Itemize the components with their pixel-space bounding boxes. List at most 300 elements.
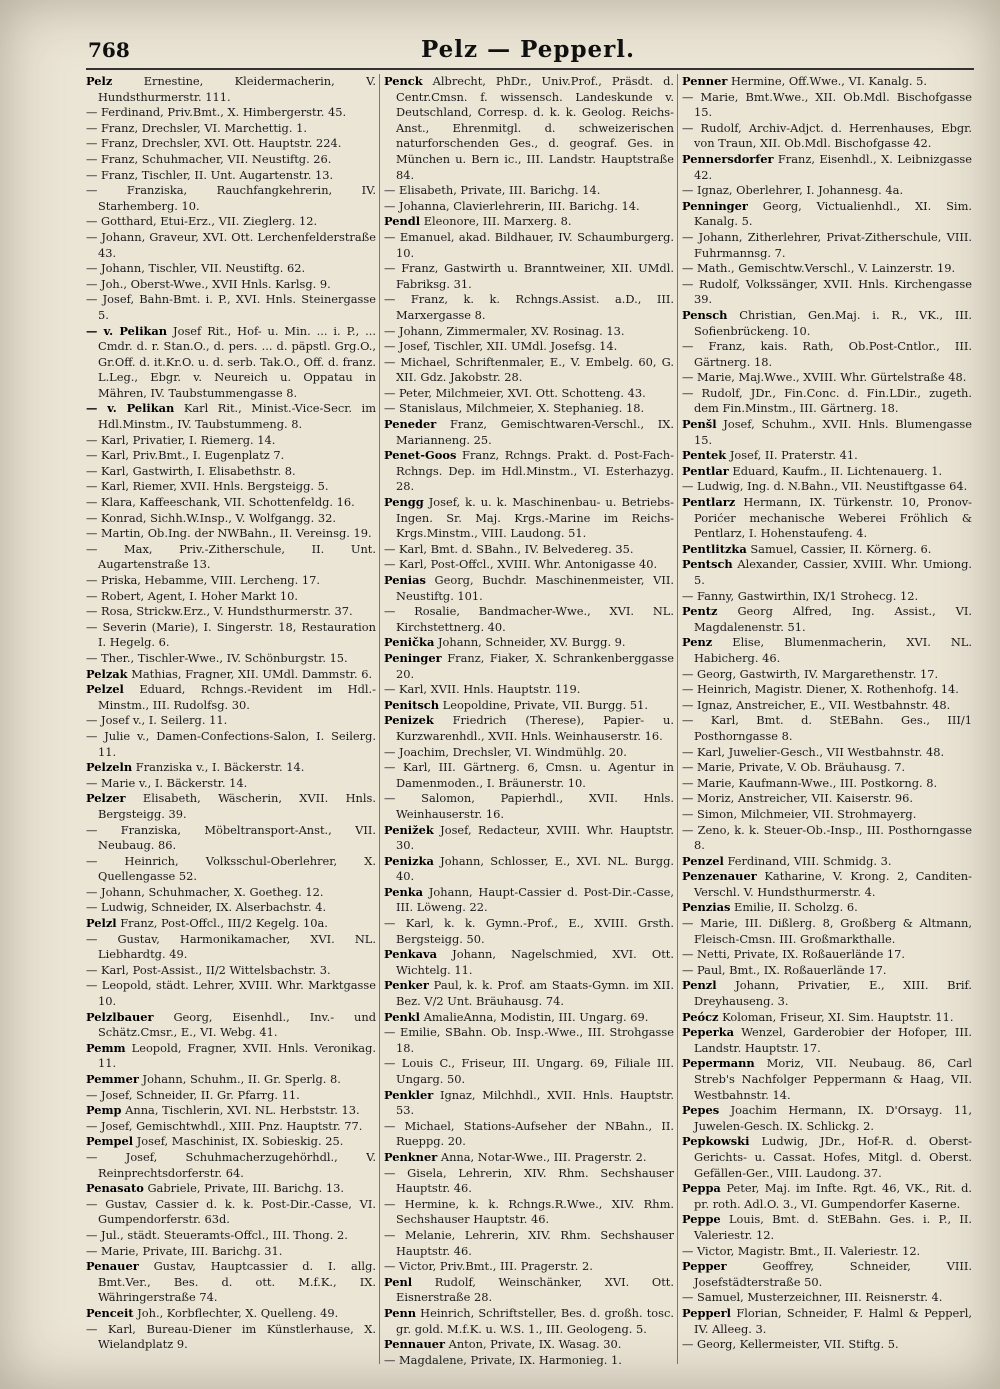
entry-text: Karl Rit., Minist.-Vice-Secr. im Hdl.Minstm., IV. Taubstummeng. 8. xyxy=(98,401,376,432)
entry-text: — Peter, Milchmeier, XVI. Ott. Schotteng. 43. xyxy=(384,385,646,400)
entry-surname: Peppa xyxy=(682,1181,721,1196)
directory-entry xyxy=(682,1290,972,1306)
entry-text: Friedrich (Therese), Papier- u. Kurzwarenhdl., XVII. Hnls. Weinhauserstr. 16. xyxy=(396,713,674,743)
directory-entry xyxy=(682,963,972,979)
entry-text: Moriz, VII. Neubaug. 86, Carl Streb's Nachfolger Peppermann & Haag, VII. Westbahnstr. 14. xyxy=(694,1056,972,1102)
directory-entry xyxy=(86,1041,376,1072)
directory-entry xyxy=(682,900,972,916)
directory-entry xyxy=(86,1259,376,1306)
directory-entry xyxy=(86,74,376,105)
directory-entry xyxy=(384,1056,674,1087)
entry-surname: Pelzl xyxy=(86,916,117,931)
entry-text: — Michael, Schriftenmaler, E., V. Embelg. 60, G. XII. Gdz. Jakobstr. 28. xyxy=(384,354,674,385)
entry-text: — Karl, Riemer, XVII. Hnls. Bergsteigg. 5. xyxy=(86,479,329,494)
entry-text: — Gotthard, Etui-Erz., VII. Zieglerg. 12. xyxy=(86,214,318,229)
entry-text: Anna, Tischlerin, XVI. NL. Herbststr. 13. xyxy=(125,1103,360,1118)
directory-entry xyxy=(384,573,674,604)
entry-surname: Pennersdorfer xyxy=(682,151,774,166)
entry-text: Josef, k. u. k. Maschinenbau- u. Betriebs-Ingen. Sr. Maj. Krgs.-Marine im Reichs-Krgs.Minstm., VIII. Laudong. 51. xyxy=(396,495,674,541)
directory-entry xyxy=(86,526,376,542)
entry-surname: Pepper xyxy=(682,1259,727,1274)
entry-text: — Joachim, Drechsler, VI. Windmühlg. 20. xyxy=(384,744,627,759)
entry-text: — Zeno, k. k. Steuer-Ob.-Insp., III. Posthorngasse 8. xyxy=(682,822,972,853)
directory-entry xyxy=(86,183,376,214)
entry-text: — Josef v., I. Seilerg. 11. xyxy=(86,713,228,728)
directory-entry xyxy=(86,776,376,792)
directory-entry xyxy=(682,277,972,308)
directory-entry xyxy=(682,947,972,963)
entry-surname: Penninger xyxy=(682,198,748,213)
entry-text: Georg Alfred, Ing. Assist., VI. Magdalenenstr. 51. xyxy=(694,604,972,634)
entry-text: AmalieAnna, Modistin, III. Ungarg. 69. xyxy=(423,1009,649,1024)
entry-text: Florian, Schneider, F. Halml & Pepperl, IV. Alleeg. 3. xyxy=(694,1305,972,1336)
directory-entry xyxy=(682,495,972,542)
entry-text: Franz, Gemischtwaren-Verschl., IX. Marianneng. 25. xyxy=(396,417,674,447)
entry-surname: Pemmer xyxy=(86,1072,139,1086)
directory-entry xyxy=(86,1197,376,1228)
directory-entry xyxy=(86,823,376,854)
directory-entry xyxy=(384,635,674,651)
directory-entry xyxy=(682,1244,972,1260)
directory-entry xyxy=(86,1322,376,1353)
directory-entry xyxy=(86,1088,376,1104)
entry-text: Georg, Buchdr. Maschinenmeister, VII. Neustiftg. 101. xyxy=(396,573,674,603)
entry-text: — Ther., Tischler-Wwe., IV. Schönburgstr. 15. xyxy=(86,650,348,665)
entry-text: — Karl, Post-Assist., II/2 Wittelsbachstr. 3. xyxy=(86,962,331,977)
entry-text: — Franz, k. k. Rchngs.Assist. a.D., III. Marxergasse 8. xyxy=(384,292,674,322)
entry-surname: Penker xyxy=(384,978,429,993)
entry-surname: Pentlar xyxy=(682,463,729,478)
directory-entry xyxy=(86,1072,376,1088)
entry-text: Wenzel, Garderobier der Hofoper, III. Landstr. Hauptstr. 17. xyxy=(694,1025,972,1055)
entry-surname: Penasato xyxy=(86,1181,144,1196)
directory-entry xyxy=(86,168,376,184)
entry-surname: Pendl xyxy=(384,214,421,229)
entry-text: Josef, II. Praterstr. 41. xyxy=(729,448,858,463)
entry-text: — Josef, Schneider, II. Gr. Pfarrg. 11. xyxy=(86,1087,300,1102)
entry-text: Eduard, Kaufm., II. Lichtenauerg. 1. xyxy=(732,463,943,478)
entry-surname: Pelz xyxy=(86,74,113,88)
entry-text: Johann, Nagelschmied, XVI. Ott. Wichtelg. 11. xyxy=(396,947,674,977)
entry-surname: Pemp xyxy=(86,1103,122,1118)
directory-entry xyxy=(384,698,674,714)
directory-entry xyxy=(86,152,376,168)
directory-entry xyxy=(384,448,674,495)
directory-entry xyxy=(384,916,674,947)
entry-text: — Emanuel, akad. Bildhauer, IV. Schaumburgerg. 10. xyxy=(384,229,674,260)
entry-text: — Leopold, städt. Lehrer, XVIII. Whr. Marktgasse 10. xyxy=(86,978,376,1009)
directory-entry xyxy=(86,121,376,137)
entry-surname: Pepkowski xyxy=(682,1134,750,1149)
directory-entry xyxy=(682,713,972,744)
entry-text: — Rudolf, Volkssänger, XVII. Hnls. Kirchengasse 39. xyxy=(682,276,972,307)
entry-text: — Karl, Juwelier-Gesch., VII Westbahnstr. 48. xyxy=(682,744,945,759)
entry-text: — Franz, Schuhmacher, VII. Neustiftg. 26. xyxy=(86,151,332,166)
entry-text: Gabriele, Private, III. Barichg. 13. xyxy=(147,1181,344,1196)
directory-entry xyxy=(384,495,674,542)
entry-text: — Marie, III. Dißlerg. 8, Großberg & Altmann, Fleisch-Cmsn. III. Großmarkthalle. xyxy=(682,916,972,946)
entry-text: — Karl, Priv.Bmt., I. Eugenplatz 7. xyxy=(86,448,285,463)
entry-text: Ernestine, Kleidermacherin, V. Hundsthurmerstr. 111. xyxy=(98,74,376,104)
directory-entry xyxy=(86,261,376,277)
entry-surname: Pempel xyxy=(86,1134,134,1149)
entry-text: — Karl, Bmt. d. StEBahn. Ges., III/1 Posthorngasse 8. xyxy=(682,713,972,743)
entry-text: — Michael, Stations-Aufseher der NBahn., II. Rueppg. 20. xyxy=(384,1118,674,1149)
directory-entry xyxy=(682,1025,972,1056)
directory-entry xyxy=(384,604,674,635)
directory-entry xyxy=(384,557,674,573)
directory-entry xyxy=(682,916,972,947)
entry-surname: Pelzel xyxy=(86,682,124,697)
entry-text: — Martin, Ob.Ing. der NWBahn., II. Vereinsg. 19. xyxy=(86,526,372,541)
directory-entry xyxy=(682,698,972,714)
entry-text: Anna, Notar-Wwe., III. Pragerstr. 2. xyxy=(440,1149,647,1164)
entry-text: Ignaz, Milchhdl., XVII. Hnls. Hauptstr. 53. xyxy=(396,1087,674,1118)
entry-surname: Penzenauer xyxy=(682,869,757,884)
directory-entry xyxy=(384,417,674,448)
entry-surname: Pepperl xyxy=(682,1305,732,1320)
running-head: Pelz — Pepperl. xyxy=(420,36,636,63)
entry-surname: Penzel xyxy=(682,853,724,868)
entry-text: Elise, Blumenmacherin, XVI. NL. Habicherg. 46. xyxy=(694,635,972,665)
entry-text: Josef, Maschinist, IX. Sobieskig. 25. xyxy=(136,1134,344,1149)
entry-text: Georg, Victualienhdl., XI. Sim. Kanalg. 5. xyxy=(694,198,972,229)
entry-text: Franz, Post-Offcl., III/2 Kegelg. 10a. xyxy=(120,916,328,931)
directory-entry xyxy=(384,542,674,558)
entry-surname: Penička xyxy=(384,635,435,650)
directory-entry xyxy=(86,713,376,729)
entry-text: — Robert, Agent, I. Hoher Markt 10. xyxy=(86,588,298,603)
directory-entry xyxy=(682,1306,972,1337)
directory-entry xyxy=(384,1259,674,1275)
directory-entry xyxy=(682,791,972,807)
directory-entry xyxy=(86,682,376,713)
directory-entry xyxy=(384,1025,674,1056)
directory-entry xyxy=(384,947,674,978)
entry-text: Gustav, Hauptcassier d. I. allg. Bmt.Ver., Bes. d. ott. M.f.K., IX. Währingerstraße 74. xyxy=(98,1259,376,1305)
entry-surname: Peneder xyxy=(384,417,437,432)
directory-entry xyxy=(86,900,376,916)
entry-text: — Melanie, Lehrerin, XIV. Rhm. Sechshauser Hauptstr. 46. xyxy=(384,1227,674,1258)
directory-entry xyxy=(384,214,674,230)
entry-surname: Pentlarz xyxy=(682,495,736,510)
entry-text: — Marie, Private, III. Barichg. 31. xyxy=(86,1243,283,1258)
directory-entry xyxy=(86,620,376,651)
column-divider xyxy=(379,74,380,1364)
entry-text: — Franziska, Möbeltransport-Anst., VII. Neubaug. 86. xyxy=(86,822,376,853)
entry-text: — Marie, Maj.Wwe., XVIII. Whr. Gürtelstraße 48. xyxy=(682,370,967,385)
column-middle xyxy=(384,74,674,1374)
entry-text: — Johann, Zitherlehrer, Privat-Zitherschule, VIII. Fuhrmannsg. 7. xyxy=(682,229,972,260)
entry-text: — Josef, Schuhmacherzugehörhdl., V. Reinprechtsdorferstr. 64. xyxy=(86,1149,376,1180)
entry-surname: Peperka xyxy=(682,1025,734,1040)
entry-text: — Julie v., Damen-Confections-Salon, I. Seilerg. 11. xyxy=(86,728,376,759)
directory-entry xyxy=(682,417,972,448)
directory-entry xyxy=(384,1197,674,1228)
entry-text: — Max, Priv.-Zitherschule, II. Unt. Augartenstraße 13. xyxy=(86,541,376,572)
entry-text: Koloman, Friseur, XI. Sim. Hauptstr. 11. xyxy=(722,1009,954,1024)
entry-text: Christian, Gen.Maj. i. R., VK., III. Sofienbrückeng. 10. xyxy=(694,307,972,338)
entry-text: Johann, Privatier, E., XIII. Brif. Dreyhauseng. 3. xyxy=(694,978,972,1009)
entry-text: — Johanna, Clavierlehrerin, III. Barichg. 14. xyxy=(384,198,640,213)
directory-entry xyxy=(86,1134,376,1150)
entry-text: Johann, Schlosser, E., XVI. NL. Burgg. 40. xyxy=(396,853,674,884)
directory-entry xyxy=(384,1119,674,1150)
directory-entry xyxy=(86,604,376,620)
entry-text: — Ferdinand, Priv.Bmt., X. Himbergerstr. 45. xyxy=(86,105,347,120)
directory-entry xyxy=(384,1353,674,1369)
directory-entry xyxy=(682,682,972,698)
entry-text: — Marie, Bmt.Wwe., XII. Ob.Mdl. Bischofgasse 15. xyxy=(682,89,972,120)
entry-text: Peter, Maj. im Infte. Rgt. 46, VK., Rit. d. pr. roth. Adl.O. 3., VI. Gumpendorfer Kaserne. xyxy=(694,1181,972,1211)
directory-entry xyxy=(384,1337,674,1353)
entry-text: — Josef, Bahn-Bmt. i. P., XVI. Hnls. Steinergasse 5. xyxy=(86,292,376,322)
directory-entry xyxy=(682,386,972,417)
directory-entry xyxy=(682,308,972,339)
entry-text: — Franz, Gastwirth u. Branntweiner, XII. UMdl. Fabriksg. 31. xyxy=(384,261,674,291)
directory-entry xyxy=(384,1166,674,1197)
entry-surname: Pentlitzka xyxy=(682,541,747,556)
directory-entry xyxy=(384,823,674,854)
directory-entry xyxy=(682,1056,972,1103)
entry-text: — Ludwig, Schneider, IX. Alserbachstr. 4. xyxy=(86,900,327,915)
directory-entry xyxy=(682,542,972,558)
directory-entry xyxy=(86,760,376,776)
directory-entry xyxy=(384,885,674,916)
directory-entry xyxy=(384,401,674,417)
entry-surname: Pennauer xyxy=(384,1337,445,1352)
entry-surname: Penck xyxy=(384,74,423,88)
entry-text: Hermann, IX. Türkenstr. 10, Pronov-Porićer mechanische Weberei Fröhlich & Pentlarz, I. Hohenstaufeng. 4. xyxy=(694,495,972,541)
entry-text: — Franz, Drechsler, VI. Marchettig. 1. xyxy=(86,120,307,135)
directory-entry xyxy=(682,1103,972,1134)
directory-entry xyxy=(86,448,376,464)
entry-text: — Franz, kais. Rath, Ob.Post-Cntlor., III. Gärtnerg. 18. xyxy=(682,339,972,369)
entry-surname: Pelzer xyxy=(86,791,126,806)
entry-text: Katharine, V. Krong. 2, Canditen-Verschl. V. Hundsthurmerstr. 4. xyxy=(694,869,972,899)
directory-entry xyxy=(384,292,674,323)
directory-entry xyxy=(384,261,674,292)
entry-text: — Ignaz, Anstreicher, E., VII. Westbahnstr. 48. xyxy=(682,697,951,712)
directory-entry xyxy=(86,136,376,152)
directory-entry xyxy=(682,776,972,792)
entry-surname: Pelzeln xyxy=(86,760,133,775)
entry-surname: Penceit xyxy=(86,1305,134,1320)
directory-entry xyxy=(384,74,674,183)
entry-surname: Penizka xyxy=(384,853,434,868)
entry-text: — Karl, Privatier, I. Riemerg. 14. xyxy=(86,432,276,447)
entry-surname: Penkava xyxy=(384,947,438,962)
directory-entry xyxy=(682,370,972,386)
directory-entry xyxy=(682,1134,972,1181)
directory-entry xyxy=(86,479,376,495)
entry-text: Eduard, Rchngs.-Revident im Hdl.-Minstm., III. Rudolfsg. 30. xyxy=(98,682,376,712)
entry-text: Anton, Private, IX. Wasag. 30. xyxy=(448,1337,622,1352)
directory-entry xyxy=(86,277,376,293)
header-rule xyxy=(86,68,974,70)
entry-surname: Peppe xyxy=(682,1212,721,1227)
entry-text: — Marie, Kaufmann-Wwe., III. Postkorng. 8. xyxy=(682,775,938,790)
directory-entry xyxy=(86,1010,376,1041)
entry-surname: Pepes xyxy=(682,1103,720,1118)
directory-entry xyxy=(384,324,674,340)
entry-text: Johann, Schuhm., II. Gr. Sperlg. 8. xyxy=(142,1072,341,1086)
directory-entry xyxy=(384,339,674,355)
directory-entry xyxy=(682,667,972,683)
directory-entry xyxy=(682,90,972,121)
entry-text: — Marie v., I. Bäckerstr. 14. xyxy=(86,775,248,790)
entry-text: Franz, Fiaker, X. Schrankenberggasse 20. xyxy=(396,650,674,681)
directory-entry xyxy=(682,760,972,776)
directory-entry xyxy=(682,745,972,761)
entry-text: Paul, k. k. Prof. am Staats-Gymn. im XII. Bez. V/2 Unt. Bräuhausg. 74. xyxy=(396,978,674,1009)
directory-entry xyxy=(682,823,972,854)
entry-text: — Paul, Bmt., IX. Roßauerlände 17. xyxy=(682,962,887,977)
entry-surname: Pelzlbauer xyxy=(86,1009,154,1024)
entry-surname: Penner xyxy=(682,74,728,88)
entry-surname: Penitsch xyxy=(384,697,440,712)
directory-entry xyxy=(86,1150,376,1181)
directory-entry xyxy=(384,355,674,386)
directory-entry xyxy=(384,1306,674,1337)
directory-entry xyxy=(384,1275,674,1306)
entry-surname: Penkler xyxy=(384,1087,434,1102)
directory-entry xyxy=(86,542,376,573)
directory-entry xyxy=(682,807,972,823)
directory-entry xyxy=(384,1150,674,1166)
entry-text: — Salomon, Papierhdl., XVII. Hnls. Weinhauserstr. 16. xyxy=(384,791,674,821)
directory-entry xyxy=(384,199,674,215)
directory-entry xyxy=(682,199,972,230)
entry-text: Franziska v., I. Bäckerstr. 14. xyxy=(135,760,305,775)
page-header xyxy=(88,38,968,68)
directory-entry xyxy=(682,978,972,1009)
entry-text: — Elisabeth, Private, III. Barichg. 14. xyxy=(384,183,601,198)
entry-text: — Ignaz, Oberlehrer, I. Johannesg. 4a. xyxy=(682,183,904,198)
directory-entry xyxy=(86,963,376,979)
entry-text: — Gustav, Harmonikamacher, XVI. NL. Liebhardtg. 49. xyxy=(86,931,376,962)
directory-entry xyxy=(86,729,376,760)
entry-surname: Pemm xyxy=(86,1040,126,1055)
entry-text: — Johann, Schuhmacher, X. Goetheg. 12. xyxy=(86,884,324,899)
entry-text: Ferdinand, VIII. Schmidg. 3. xyxy=(727,853,892,868)
directory-entry xyxy=(86,1306,376,1322)
entry-text: — Ludwig, Ing. d. N.Bahn., VII. Neustiftgasse 64. xyxy=(682,479,968,494)
directory-entry xyxy=(682,1181,972,1212)
entry-text: Josef Rit., Hof- u. Min. ... i. P., ... Cmdr. d. r. Stan.O., d. pers. ... d. päpstl. Grg.O., Gr.Off. d. it.Kr.O. u. d. serb. Tak.O., Off. d. franz. L.Leg., Ebgr. v. Neureich u. Oppatau in Mähren, IV. Taubstummengasse 8. xyxy=(98,323,376,400)
directory-entry xyxy=(86,1119,376,1135)
column-divider xyxy=(677,74,678,1364)
entry-text: — Karl, Bureau-Diener im Künstlerhause, X. Wielandplatz 9. xyxy=(86,1321,376,1352)
entry-surname: Pentsch xyxy=(682,557,733,572)
entry-text: Georg, Eisenhdl., Inv.- und Schätz.Cmsr., E., VI. Webg. 41. xyxy=(98,1009,376,1040)
entry-surname: Penz xyxy=(682,635,713,650)
entry-text: — Johann, Zimmermaler, XV. Rosinag. 13. xyxy=(384,323,625,338)
directory-entry xyxy=(86,885,376,901)
entry-text: — Louis C., Friseur, III. Ungarg. 69, Filiale III. Ungarg. 50. xyxy=(384,1056,674,1086)
entry-surname: — v. Pelikan xyxy=(86,401,175,416)
entry-text: — Victor, Magistr. Bmt., II. Valeriestr. 12. xyxy=(682,1243,921,1258)
entry-text: — Severin (Marie), I. Singerstr. 18, Restauration I. Hegelg. 6. xyxy=(86,619,376,650)
entry-text: — Heinrich, Magistr. Diener, X. Rothenhofg. 14. xyxy=(682,682,959,697)
directory-entry xyxy=(86,573,376,589)
entry-surname: Pentz xyxy=(682,604,718,619)
entry-surname: Penzl xyxy=(682,978,717,993)
entry-surname: Pensch xyxy=(682,307,728,322)
entry-text: — Emilie, SBahn. Ob. Insp.-Wwe., III. Strohgasse 18. xyxy=(384,1025,674,1055)
columns xyxy=(86,74,976,1374)
entry-text: — Johann, Graveur, XVI. Ott. Lerchenfelderstraße 43. xyxy=(86,229,376,260)
entry-text: Mathias, Fragner, XII. UMdl. Dammstr. 6. xyxy=(131,666,373,681)
entry-surname: Penkl xyxy=(384,1009,421,1024)
directory-entry xyxy=(682,1212,972,1243)
directory-entry xyxy=(384,854,674,885)
entry-text: Leopoldine, Private, VII. Burgg. 51. xyxy=(442,697,648,712)
entry-text: Hermine, Off.Wwe., VI. Kanalg. 5. xyxy=(730,74,927,88)
directory-entry xyxy=(86,854,376,885)
column-left xyxy=(86,74,376,1374)
directory-entry xyxy=(384,682,674,698)
directory-entry xyxy=(682,1337,972,1353)
entry-text: — Gisela, Lehrerin, XIV. Rhm. Sechshauser Hauptstr. 46. xyxy=(384,1165,674,1196)
entry-text: — Josef, Gemischtwhdl., XIII. Pnz. Hauptstr. 77. xyxy=(86,1118,363,1133)
directory-entry xyxy=(682,448,972,464)
entry-surname: Peócz xyxy=(682,1009,719,1024)
directory-entry xyxy=(682,464,972,480)
entry-text: Geoffrey, Schneider, VIII. Josefstädterstraße 50. xyxy=(694,1259,972,1289)
directory-entry xyxy=(682,635,972,666)
entry-text: — Math., Gemischtw.Verschl., V. Lainzerstr. 19. xyxy=(682,261,956,276)
entry-text: — Rosalie, Bandmacher-Wwe., XVI. NL. Kirchstettnerg. 40. xyxy=(384,604,674,634)
column-right xyxy=(682,74,972,1374)
entry-surname: Penka xyxy=(384,884,424,899)
directory-entry xyxy=(682,74,972,90)
entry-text: Johann, Haupt-Cassier d. Post-Dir.-Casse, III. Löweng. 22. xyxy=(396,884,674,915)
entry-text: — Heinrich, Volksschul-Oberlehrer, X. Quellengasse 52. xyxy=(86,853,376,884)
entry-text: — Rudolf, JDr., Fin.Conc. d. Fin.LDir., zugeth. dem Fin.Minstm., III. Gärtnerg. 18. xyxy=(682,385,972,416)
directory-entry xyxy=(86,651,376,667)
directory-entry xyxy=(384,745,674,761)
entry-text: — Rudolf, Archiv-Adjct. d. Herrenhauses, Ebgr. von Traun, XII. Ob.Mdl. Bischofgasse 42. xyxy=(682,120,972,151)
entry-text: — Fanny, Gastwirthin, IX/1 Strohecg. 12. xyxy=(682,588,919,603)
directory-entry xyxy=(384,791,674,822)
entry-surname: Penn xyxy=(384,1305,417,1320)
entry-surname: Pepermann xyxy=(682,1056,755,1071)
directory-entry xyxy=(86,230,376,261)
entry-text: — Stanislaus, Milchmeier, X. Stephanieg. 18. xyxy=(384,401,645,416)
entry-text: — Magdalene, Private, IX. Harmonieg. 1. xyxy=(384,1352,622,1367)
entry-surname: Pentek xyxy=(682,448,727,463)
directory-entry xyxy=(86,292,376,323)
directory-entry xyxy=(86,1228,376,1244)
entry-text: — Franz, Drechsler, XVI. Ott. Hauptstr. 224. xyxy=(86,136,342,151)
directory-entry xyxy=(682,152,972,183)
entry-text: — Karl, III. Gärtnerg. 6, Cmsn. u. Agentur in Damenmoden., I. Bräunerstr. 10. xyxy=(384,760,674,790)
directory-entry xyxy=(86,932,376,963)
entry-text: — Karl, k. k. Gymn.-Prof., E., XVIII. Grsth. Bergsteigg. 50. xyxy=(384,916,674,946)
entry-text: Joachim Hermann, IX. D'Orsayg. 11, Juwelen-Gesch. IX. Schlickg. 2. xyxy=(694,1103,972,1133)
directory-entry xyxy=(682,121,972,152)
directory-entry xyxy=(384,651,674,682)
entry-text: — Hermine, k. k. Rchngs.R.Wwe., XIV. Rhm. Sechshauser Hauptstr. 46. xyxy=(384,1196,674,1227)
entry-text: Emilie, II. Scholzg. 6. xyxy=(734,900,858,915)
directory-entry xyxy=(86,791,376,822)
directory-entry xyxy=(86,401,376,432)
entry-text: — Priska, Hebamme, VIII. Lercheng. 17. xyxy=(86,573,321,587)
entry-text: — Konrad, Sichh.W.Insp., V. Wolfgangg. 32. xyxy=(86,510,336,525)
entry-text: — Samuel, Musterzeichner, III. Reisnerstr. 4. xyxy=(682,1290,943,1305)
directory-entry xyxy=(86,214,376,230)
